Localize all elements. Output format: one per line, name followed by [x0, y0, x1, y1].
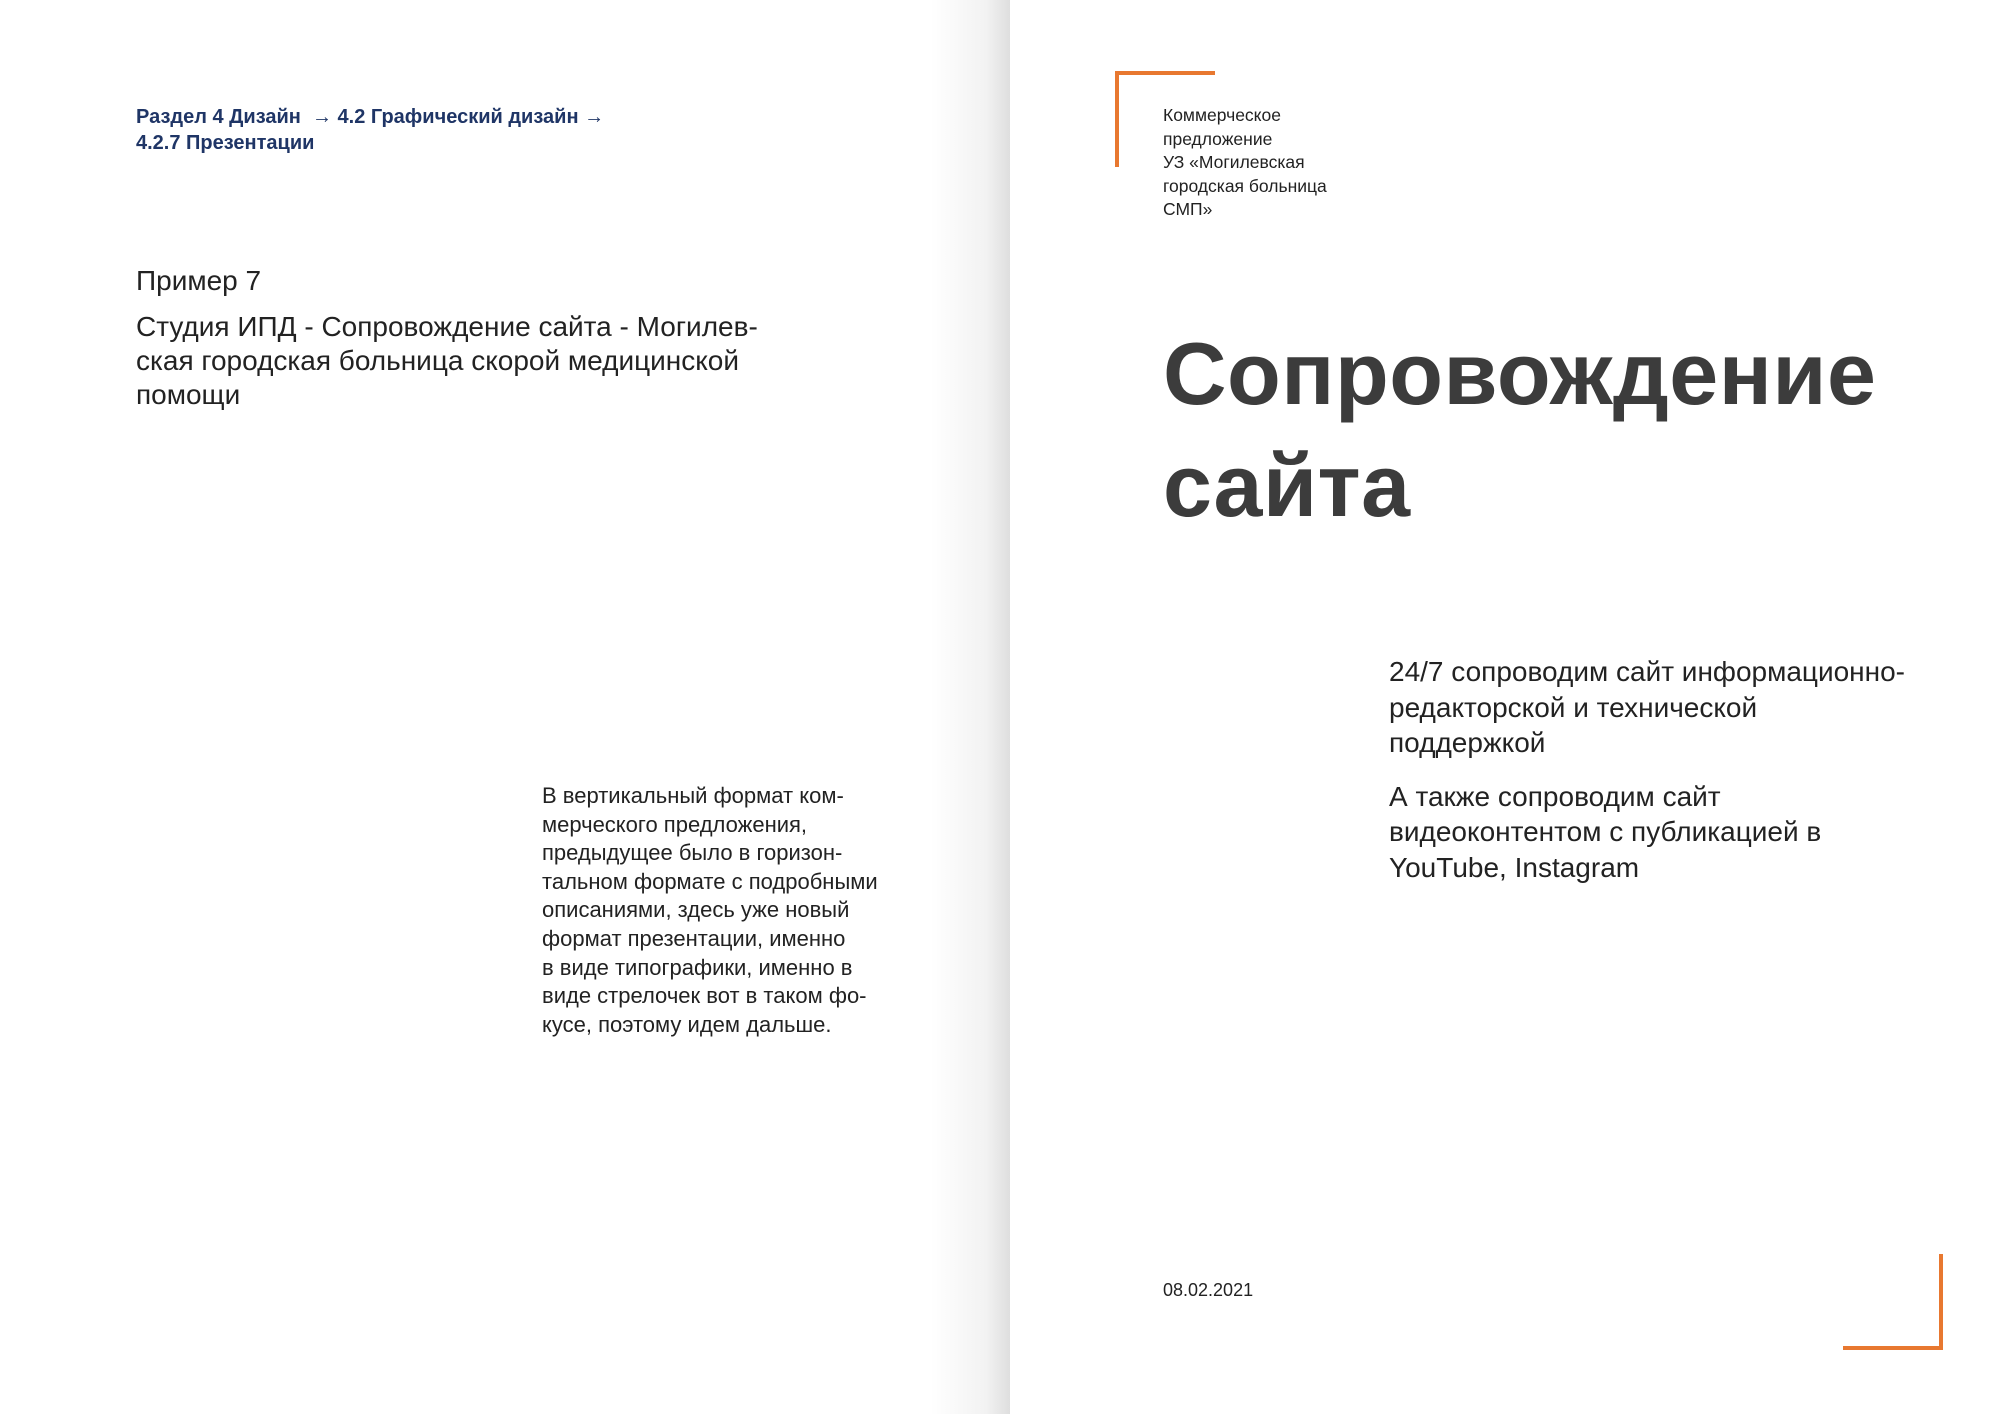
headline — [1163, 318, 1983, 542]
commentary-note — [542, 782, 922, 1039]
client-block — [1163, 104, 1423, 222]
note-line: кусе, поэтому идем дальше. — [542, 1011, 832, 1037]
client-line: предложение — [1163, 128, 1273, 149]
client-line: СМП» — [1163, 199, 1213, 219]
note-line: тальном формате с подробными — [542, 868, 878, 894]
example-title-line: помощи — [136, 379, 241, 410]
paragraph-line: видеоконтентом с публикацией в — [1389, 816, 1822, 847]
headline-line: Сопровождение — [1163, 324, 1877, 423]
breadcrumb-line: Раздел 4 Дизайн → 4.2 Графический дизайн → — [136, 106, 605, 128]
example-number: Пример 7 — [136, 265, 262, 296]
spine-shadow — [930, 0, 1010, 1414]
client-line: Коммерческое — [1163, 105, 1281, 125]
paragraph-line: 24/7 сопроводим сайт информационно- — [1389, 656, 1905, 687]
example-title-line: Студия ИПД - Сопровождение сайта - Могилев- — [136, 311, 758, 342]
client-line: УЗ «Могилевская — [1163, 152, 1305, 172]
headline-line: сайта — [1163, 436, 1411, 535]
note-line: формат презентации, именно — [542, 925, 846, 951]
document-date: 08.02.2021 — [1163, 1280, 1254, 1300]
paragraph-support — [1389, 654, 1969, 761]
corner-bracket-bottom-right — [1843, 1254, 1943, 1350]
client-line: городская больница — [1163, 175, 1327, 196]
paragraph-line: А также сопроводим сайт — [1389, 780, 1721, 812]
paragraph-line: редакторской и технической — [1389, 691, 1758, 723]
service-description — [1389, 654, 1969, 903]
note-line: виде стрелочек вот в таком фо- — [542, 983, 867, 1009]
breadcrumb-line: 4.2.7 Презентации — [136, 132, 315, 154]
note-line: описаниями, здесь уже новый — [542, 897, 850, 923]
paragraph-video — [1389, 779, 1969, 886]
paragraph-line: поддержкой — [1389, 727, 1546, 758]
note-line: В вертикальный формат ком- — [542, 783, 844, 808]
paragraph-line: YouTube, Instagram — [1389, 851, 1640, 883]
breadcrumb — [136, 104, 736, 156]
note-line: в виде типографики, именно в — [542, 954, 853, 980]
note-line: мерческого предложения, — [542, 811, 808, 837]
example-title — [136, 310, 776, 412]
right-page — [1010, 0, 2000, 1414]
example-title-line: ская городская больница скорой медицинской — [136, 345, 740, 376]
note-line: предыдущее было в горизон- — [542, 840, 843, 866]
